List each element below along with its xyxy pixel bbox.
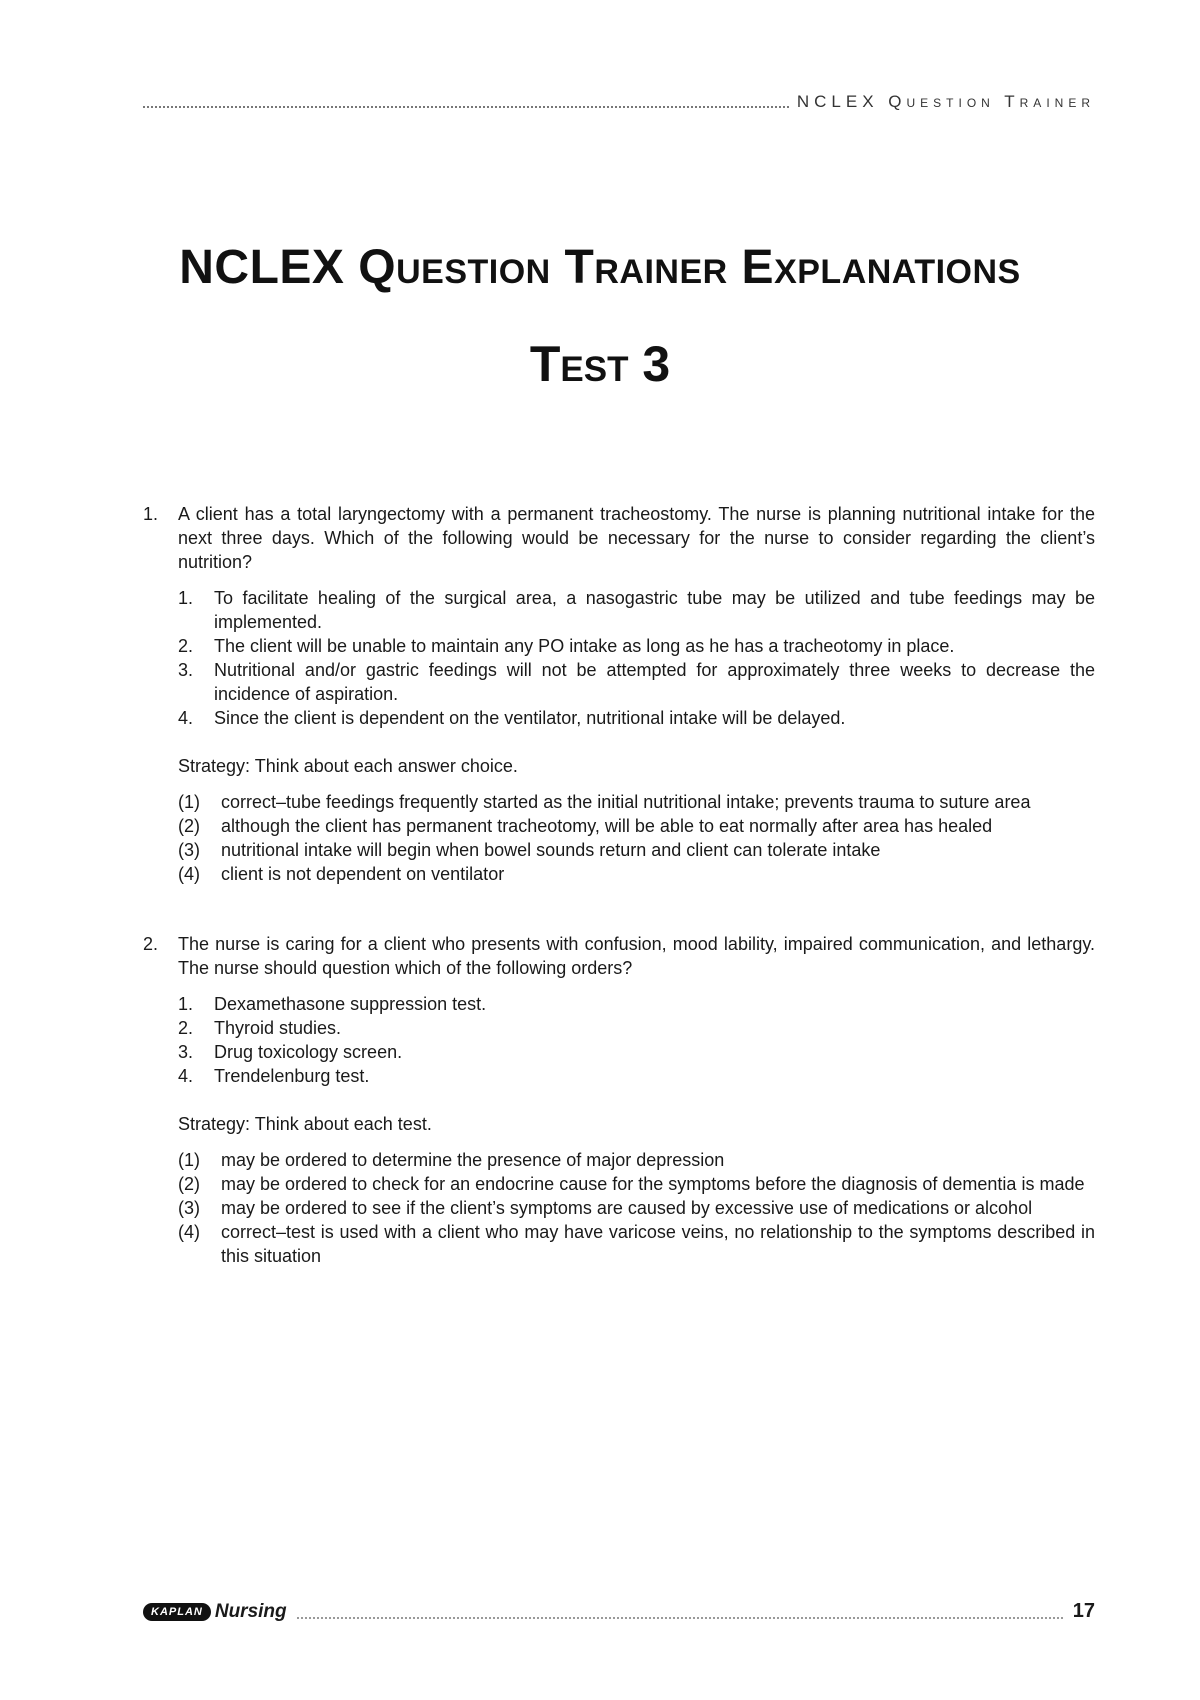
answer-option [178, 634, 1095, 658]
page-title: NCLEX Question Trainer Explanations [179, 241, 1021, 294]
option-text: Thyroid studies. [214, 1018, 342, 1038]
option-number: 2. [178, 636, 194, 656]
question-number: 1. [143, 504, 159, 524]
answer-options [178, 992, 1095, 1088]
running-header-title: NCLEX Question Trainer [796, 92, 1095, 111]
running-header [143, 92, 1095, 112]
rationale-text: correct–test is used with a client who may have varicose veins, no relationship to the symptoms described in this situation [221, 1222, 1095, 1266]
rationale-number: (3) [178, 840, 200, 860]
page-number: 17 [1072, 1600, 1095, 1622]
rationale-text: may be ordered to check for an endocrine cause for the symptoms before the diagnosis of dementia is made [221, 1174, 1085, 1194]
rationale-item [178, 838, 1095, 862]
rationale-item [178, 1220, 1095, 1268]
rationale-item [178, 1172, 1095, 1196]
rationale-item [178, 790, 1095, 814]
answer-option [178, 1064, 1095, 1088]
header-dotted-leader [143, 96, 789, 108]
question-stem [143, 932, 1095, 980]
page-footer [143, 1600, 1095, 1623]
rationale-item [178, 1196, 1095, 1220]
option-text: To facilitate healing of the surgical area, a nasogastric tube may be utilized and tube feedings may be implemented. [214, 588, 1095, 632]
rationale-list [178, 790, 1095, 886]
kaplan-nursing-logo [143, 1601, 287, 1623]
rationale-text: may be ordered to see if the client’s symptoms are caused by excessive use of medications or alcohol [221, 1198, 1033, 1218]
option-text: Trendelenburg test. [214, 1066, 370, 1086]
option-number: 3. [178, 1042, 194, 1062]
page-subtitle: Test 3 [529, 336, 671, 392]
answer-option [178, 586, 1095, 634]
option-text: Nutritional and/or gastric feedings will not be attempted for approximately three weeks to decrease the incidence of aspiration. [214, 660, 1095, 704]
answer-option [178, 1040, 1095, 1064]
rationale-text: although the client has permanent tracheotomy, will be able to eat normally after area has healed [221, 816, 993, 836]
option-text: The client will be unable to maintain any PO intake as long as he has a tracheotomy in place. [214, 636, 955, 656]
strategy-text: Strategy: Think about each answer choice. [178, 756, 518, 776]
rationale-text: correct–tube feedings frequently started as the initial nutritional intake; prevents trauma to suture area [221, 792, 1031, 812]
question-item [143, 502, 1095, 886]
rationale-item [178, 814, 1095, 838]
option-number: 3. [178, 660, 194, 680]
rationale-item [178, 1148, 1095, 1172]
rationale-list [178, 1148, 1095, 1268]
answer-option [178, 706, 1095, 730]
option-number: 2. [178, 1018, 194, 1038]
answer-option [178, 658, 1095, 706]
option-text: Since the client is dependent on the ventilator, nutritional intake will be delayed. [214, 708, 846, 728]
strategy-text: Strategy: Think about each test. [178, 1114, 432, 1134]
rationale-text: may be ordered to determine the presence of major depression [221, 1150, 725, 1170]
rationale-text: nutritional intake will begin when bowel sounds return and client can tolerate intake [221, 840, 881, 860]
option-number: 4. [178, 708, 194, 728]
kaplan-logo-badge: KAPLAN [143, 1603, 211, 1621]
option-number: 4. [178, 1066, 194, 1086]
rationale-number: (2) [178, 816, 200, 836]
rationale-number: (3) [178, 1198, 200, 1218]
answer-option [178, 1016, 1095, 1040]
question-number: 2. [143, 934, 159, 954]
question-text: The nurse is caring for a client who presents with confusion, mood lability, impaired communication, and lethargy. The nurse should question which of the following orders? [178, 934, 1095, 978]
nursing-logo-text: Nursing [214, 1600, 287, 1622]
option-number: 1. [178, 588, 194, 608]
question-text: A client has a total laryngectomy with a permanent tracheostomy. The nurse is planning nutritional intake for the next three days. Which of the following would be necessary for the nurse to consider regarding the client’s nutrition? [178, 504, 1095, 572]
option-text: Drug toxicology screen. [214, 1042, 403, 1062]
option-number: 1. [178, 994, 194, 1014]
rationale-number: (4) [178, 1222, 200, 1242]
question-item [143, 932, 1095, 1268]
rationale-number: (1) [178, 1150, 200, 1170]
option-text: Dexamethasone suppression test. [214, 994, 487, 1014]
rationale-number: (4) [178, 864, 200, 884]
rationale-number: (1) [178, 792, 200, 812]
answer-options [178, 586, 1095, 730]
footer-dotted-leader [297, 1605, 1063, 1619]
question-stem [143, 502, 1095, 574]
rationale-item [178, 862, 1095, 886]
questions-list [143, 502, 1095, 1314]
answer-option [178, 992, 1095, 1016]
rationale-text: client is not dependent on ventilator [221, 864, 505, 884]
rationale-number: (2) [178, 1174, 200, 1194]
